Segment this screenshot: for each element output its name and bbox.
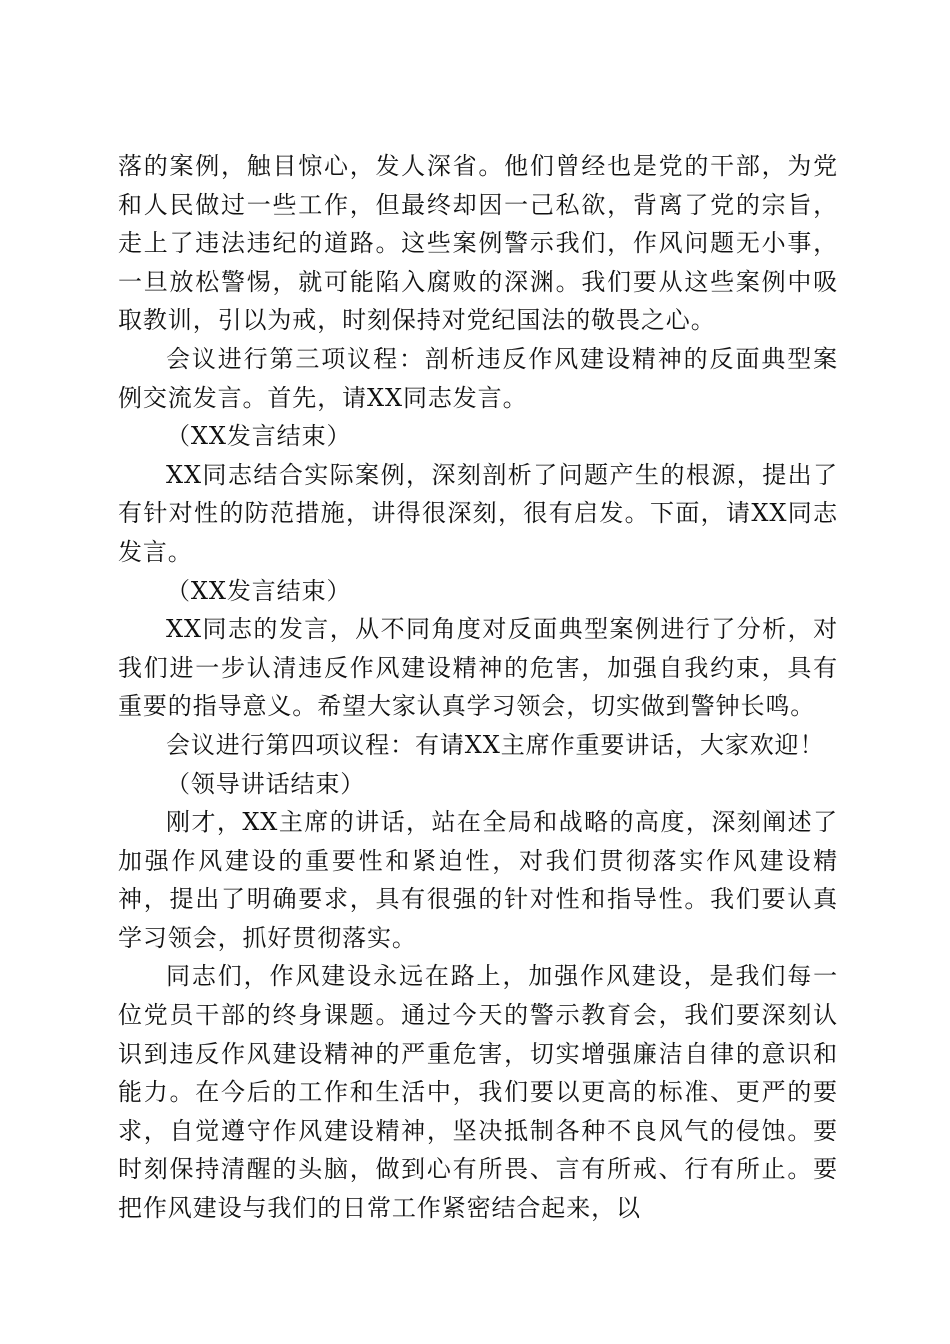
paragraph-agenda-item-three: 会议进行第三项议程：剖析违反作风建设精神的反面典型案例交流发言。首先，请XX同志发言。	[118, 344, 838, 412]
speech-end-note-2: （XX发言结束）	[166, 576, 352, 605]
paragraph-agenda-item-four: 会议进行第四项议程：有请XX主席作重要讲话，大家欢迎！	[166, 730, 825, 759]
paragraph-closing-remarks: 同志们，作风建设永远在路上，加强作风建设，是我们每一位党员干部的终身课题。通过今天的警示教育会，我们要深刻认识到违反作风建设精神的严重危害，切实增强廉洁自律的意识和能力。在今后的工作和生活中，我们要以更高的标准、更严的要求，自觉遵守作风建设精神，坚决抵制各种不良风气的侵蚀。要时刻保持清醒的头脑，做到心有所畏、言有所戒、行有所止。要把作风建设与我们的日常工作紧密结合起来，以	[118, 962, 838, 1223]
speech-end-note-1: （XX发言结束）	[166, 422, 352, 451]
paragraph-speech-comment-1: XX同志结合实际案例，深刻剖析了问题产生的根源，提出了有针对性的防范措施，讲得很深刻，很有启发。下面，请XX同志发言。	[118, 460, 838, 566]
document-page	[118, 147, 838, 1228]
paragraph-speech-comment-2: XX同志的发言，从不同角度对反面典型案例进行了分析，对我们进一步认清违反作风建设精神的危害，加强自我约束，具有重要的指导意义。希望大家认真学习领会，切实做到警钟长鸣。	[118, 615, 838, 721]
paragraph-leader-speech-comment: 刚才，XX主席的讲话，站在全局和战略的高度，深刻阐述了加强作风建设的重要性和紧迫性，对我们贯彻落实作风建设精神，提出了明确要求，具有很强的针对性和指导性。我们要认真学习领会，抓好贯彻落实。	[118, 808, 838, 952]
paragraph-case-lesson: 落的案例，触目惊心，发人深省。他们曾经也是党的干部，为党和人民做过一些工作，但最终却因一己私欲，背离了党的宗旨，走上了违法违纪的道路。这些案例警示我们，作风问题无小事，一旦放松警惕，就可能陷入腐败的深渊。我们要从这些案例中吸取教训，引以为戒，时刻保持对党纪国法的敬畏之心。	[118, 152, 838, 335]
leader-speech-end-note: （领导讲话结束）	[166, 769, 366, 798]
